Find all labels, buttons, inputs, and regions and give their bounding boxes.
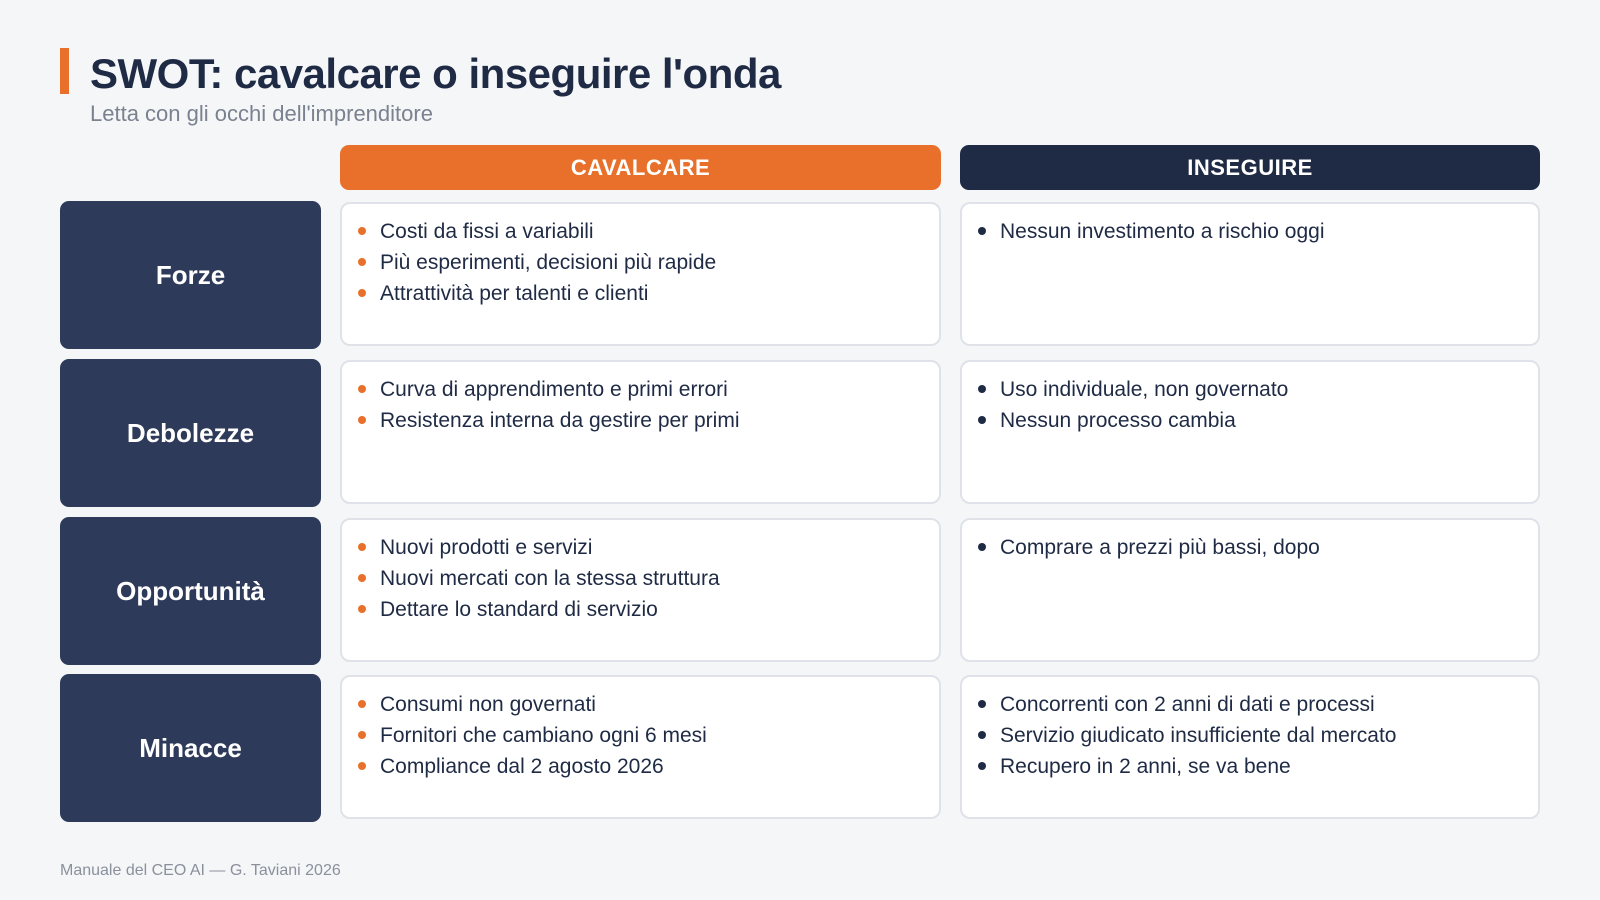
list-item	[978, 405, 1522, 436]
list-item	[358, 374, 923, 405]
list-item	[358, 247, 923, 278]
list-item-text: Nuovi prodotti e servizi	[380, 536, 593, 559]
bullet-dot-icon	[978, 416, 986, 424]
bullet-list	[978, 532, 1522, 563]
list-item	[978, 216, 1522, 247]
bullet-dot-icon	[358, 700, 366, 708]
list-item-text: Compliance dal 2 agosto 2026	[380, 755, 664, 778]
list-item	[358, 720, 923, 751]
cell-cavalcare-3	[340, 675, 941, 819]
bullet-list	[358, 689, 923, 782]
list-item	[978, 720, 1522, 751]
bullet-dot-icon	[358, 605, 366, 613]
bullet-dot-icon	[358, 258, 366, 266]
cell-inseguire-3	[960, 675, 1540, 819]
bullet-dot-icon	[358, 289, 366, 297]
list-item-text: Servizio giudicato insufficiente dal mercato	[1000, 724, 1397, 747]
list-item	[358, 689, 923, 720]
row-label-2: Opportunità	[60, 517, 321, 665]
list-item-text: Nuovi mercati con la stessa struttura	[380, 567, 720, 590]
list-item-text: Comprare a prezzi più bassi, dopo	[1000, 536, 1320, 559]
bullet-list	[978, 689, 1522, 782]
list-item	[358, 278, 923, 309]
footer-credit: Manuale del CEO AI — G. Taviani 2026	[60, 862, 341, 879]
list-item	[358, 751, 923, 782]
bullet-dot-icon	[358, 731, 366, 739]
cell-inseguire-1	[960, 360, 1540, 504]
cell-inseguire-2	[960, 518, 1540, 662]
bullet-dot-icon	[358, 227, 366, 235]
bullet-dot-icon	[978, 731, 986, 739]
title-accent-bar	[60, 48, 69, 94]
list-item-text: Recupero in 2 anni, se va bene	[1000, 755, 1291, 778]
bullet-dot-icon	[978, 227, 986, 235]
list-item-text: Attrattività per talenti e clienti	[380, 282, 649, 305]
page-subtitle: Letta con gli occhi dell'imprenditore	[90, 101, 433, 126]
bullet-dot-icon	[358, 416, 366, 424]
list-item	[978, 532, 1522, 563]
list-item-text: Consumi non governati	[380, 693, 596, 716]
bullet-dot-icon	[358, 574, 366, 582]
bullet-list	[358, 374, 923, 436]
list-item	[978, 374, 1522, 405]
list-item-text: Più esperimenti, decisioni più rapide	[380, 251, 717, 274]
column-header-inseguire: INSEGUIRE	[960, 145, 1540, 190]
title-block	[60, 44, 781, 128]
bullet-list	[358, 216, 923, 309]
list-item-text: Resistenza interna da gestire per primi	[380, 409, 740, 432]
list-item	[358, 216, 923, 247]
list-item-text: Nessun processo cambia	[1000, 409, 1236, 432]
list-item-text: Curva di apprendimento e primi errori	[380, 378, 728, 401]
list-item-text: Fornitori che cambiano ogni 6 mesi	[380, 724, 707, 747]
list-item	[978, 689, 1522, 720]
row-label-0: Forze	[60, 201, 321, 349]
bullet-dot-icon	[978, 700, 986, 708]
cell-inseguire-0	[960, 202, 1540, 346]
bullet-dot-icon	[358, 385, 366, 393]
list-item	[358, 563, 923, 594]
bullet-list	[358, 532, 923, 625]
row-label-3: Minacce	[60, 674, 321, 822]
list-item-text: Nessun investimento a rischio oggi	[1000, 220, 1325, 243]
column-header-cavalcare: CAVALCARE	[340, 145, 941, 190]
bullet-dot-icon	[978, 543, 986, 551]
row-label-1: Debolezze	[60, 359, 321, 507]
bullet-list	[978, 216, 1522, 247]
cell-cavalcare-1	[340, 360, 941, 504]
bullet-dot-icon	[358, 762, 366, 770]
bullet-dot-icon	[978, 385, 986, 393]
bullet-dot-icon	[358, 543, 366, 551]
list-item-text: Concorrenti con 2 anni di dati e processi	[1000, 693, 1375, 716]
bullet-dot-icon	[978, 762, 986, 770]
list-item	[358, 594, 923, 625]
list-item-text: Uso individuale, non governato	[1000, 378, 1289, 401]
cell-cavalcare-2	[340, 518, 941, 662]
list-item	[978, 751, 1522, 782]
cell-cavalcare-0	[340, 202, 941, 346]
list-item	[358, 405, 923, 436]
list-item-text: Dettare lo standard di servizio	[380, 598, 658, 621]
list-item-text: Costi da fissi a variabili	[380, 220, 594, 243]
list-item	[358, 532, 923, 563]
page-title: SWOT: cavalcare o inseguire l'onda	[90, 50, 781, 97]
bullet-list	[978, 374, 1522, 436]
